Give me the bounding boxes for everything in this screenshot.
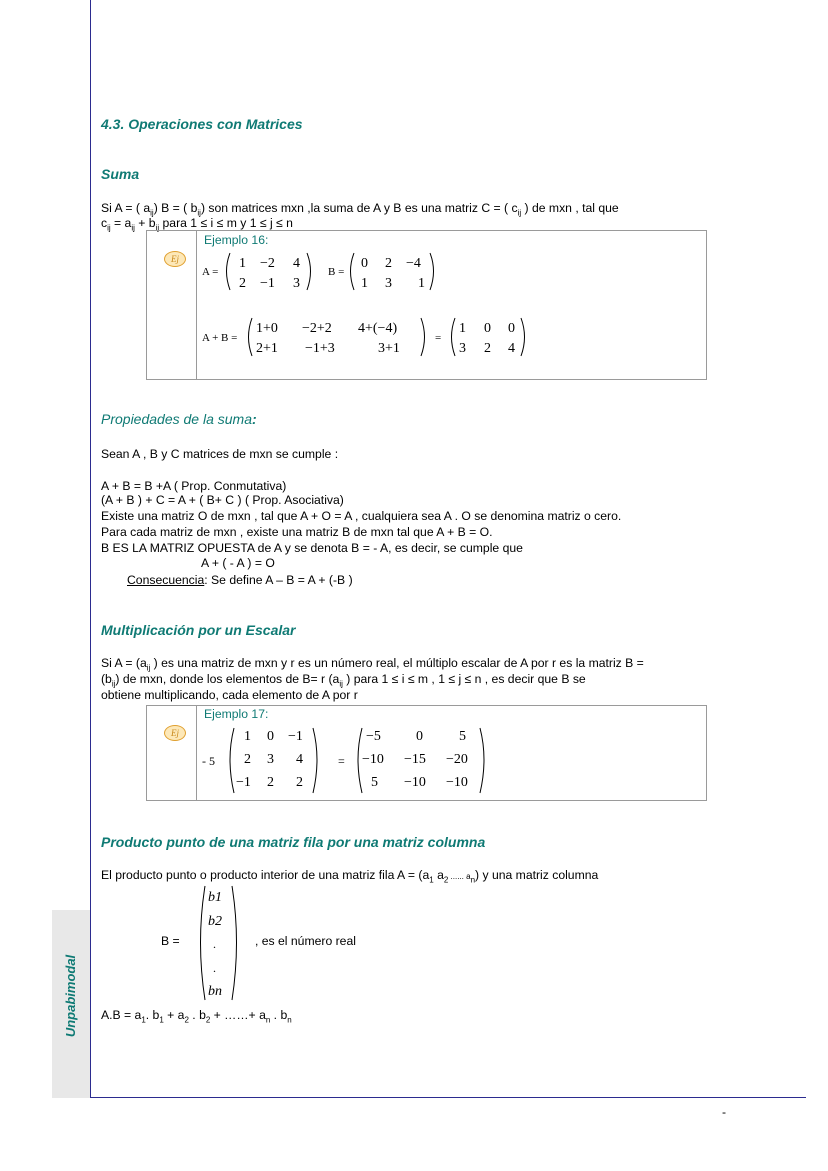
m-cell: −1: [236, 775, 251, 790]
suma-heading: Suma: [101, 166, 140, 182]
sum-result-cell: 2: [484, 341, 491, 356]
r-cell: −5: [366, 729, 381, 744]
a-label: A =: [202, 266, 219, 278]
escalar-line-2: $(b_{ij})$ de mxn, donde los elementos de B= r ($a_{ij}$ ) para 1 ≤ i ≤ m , 1 ≤ j ≤ n , es decir que B se: [101, 672, 586, 689]
b-cell: 1: [361, 276, 368, 291]
m-cell: 0: [267, 729, 274, 744]
col-entry: .: [213, 937, 216, 951]
b-cell: −4: [406, 256, 421, 271]
sidebar-label: Unpabimodal: [63, 954, 78, 1038]
left-margin-rule: [90, 0, 91, 1098]
scalar-factor: - 5: [202, 754, 215, 768]
col-entry: b1: [208, 890, 222, 905]
r-cell: 5: [459, 729, 466, 744]
example-17-label: Ejemplo 17:: [204, 707, 269, 721]
result-right-paren: [521, 318, 525, 356]
a-cell: 4: [293, 256, 300, 271]
col-entry: bn: [208, 984, 222, 999]
propiedades-heading: Propiedades de la suma:: [101, 411, 257, 427]
b-equals-label: B =: [161, 934, 180, 948]
col-right-paren: [232, 886, 237, 1000]
example-icon: Ej: [164, 251, 186, 267]
example-17-matrices: [196, 720, 706, 800]
property-line: (A + B ) + C = A + ( B+ C ) ( Prop. Asociativa): [101, 493, 344, 507]
opuesta-equation: A + ( - A ) = O: [201, 556, 275, 570]
suma-definition-line-2: $c_{ij} = a_{ij} + b_{ij}$ para 1 ≤ i ≤ m y 1 ≤ j ≤ n: [101, 216, 293, 233]
sum-result-cell: 0: [508, 321, 515, 336]
escalar-line-1: Si $A = (a_{ij}$ ) es una matriz de mxn y r es un número real, el múltiplo escalar de A por r es la matriz B =: [101, 656, 644, 673]
m-cell: 2: [244, 752, 251, 767]
r-cell: 5: [371, 775, 378, 790]
b-cell: 0: [361, 256, 368, 271]
a-cell: 1: [239, 256, 246, 271]
r-cell: −20: [446, 752, 468, 767]
r-cell: −10: [404, 775, 426, 790]
a-left-paren: [227, 253, 231, 290]
m-cell: 2: [267, 775, 274, 790]
example-icon: Ej: [164, 725, 186, 741]
producto-heading: Producto punto de una matriz fila por una matriz columna: [101, 834, 486, 850]
m-cell: −1: [288, 729, 303, 744]
m-left-paren: [230, 728, 234, 793]
a-cell: 3: [293, 276, 300, 291]
b-right-paren: [430, 253, 434, 290]
sum-result-cell: 3: [459, 341, 466, 356]
col-entry: b2: [208, 914, 222, 929]
sum-expr-cell: 2+1: [256, 341, 278, 356]
a-cell: −2: [260, 256, 275, 271]
suma-definition-line-1: Si A = ( $a_{ij}$) B = ( $b_{ij}$) son matrices mxn ,la suma de A y B es una matriz C = ( $c_{ij}$ ) de mxn , tal que: [101, 201, 619, 218]
r-right-paren: [480, 728, 484, 793]
m-cell: 4: [296, 752, 303, 767]
b-cell: 1: [418, 276, 425, 291]
sum-expr-cell: 3+1: [378, 341, 400, 356]
r-cell: −10: [362, 752, 384, 767]
escalar-heading: Multiplicación por un Escalar: [101, 622, 296, 638]
sum-expr-cell: 1+0: [256, 321, 278, 336]
sum-right-paren: [421, 318, 425, 356]
r-cell: 0: [416, 729, 423, 744]
b-cell: 2: [385, 256, 392, 271]
sum-expr-cell: −1+3: [305, 341, 335, 356]
m-cell: 2: [296, 775, 303, 790]
example-16-label: Ejemplo 16:: [204, 233, 269, 247]
r-cell: −15: [404, 752, 426, 767]
sum-result-cell: 4: [508, 341, 515, 356]
b-left-paren: [351, 253, 355, 290]
consecuencia-line: Consecuencia: Se define A – B = A + (-B ): [127, 573, 353, 587]
col-left-paren: [201, 886, 206, 1000]
b-label: B =: [328, 266, 345, 278]
a-cell: 2: [239, 276, 246, 291]
producto-line-1: El producto punto o producto interior de una matriz fila $A = (a_1$ $a_2$ ...... $a_n$) y una matriz columna: [101, 868, 599, 885]
sum-result-cell: 0: [484, 321, 491, 336]
result-left-paren: [452, 318, 456, 356]
escalar-line-3: obtiene multiplicando, cada elemento de A por r: [101, 688, 358, 702]
column-vector-b: [196, 884, 246, 1004]
sum-expr-cell: −2+2: [302, 321, 332, 336]
a-cell: −1: [260, 276, 275, 291]
property-line: Existe una matriz O de mxn , tal que A + O = A , cualquiera sea A . O se denomina matriz o cero.: [101, 509, 622, 523]
m-cell: 1: [244, 729, 251, 744]
r-cell: −10: [446, 775, 468, 790]
propiedades-intro: Sean A , B y C matrices de mxn se cumple :: [101, 447, 339, 461]
b-cell: 3: [385, 276, 392, 291]
a-right-paren: [307, 253, 311, 290]
m-right-paren: [313, 728, 317, 793]
es-numero-real: , es el número real: [255, 934, 356, 948]
example-16-matrices: [196, 244, 706, 378]
bottom-rule: [90, 1097, 806, 1098]
sum-result-cell: 1: [459, 321, 466, 336]
equals-sign: =: [338, 754, 345, 768]
equals-sign: =: [435, 332, 442, 344]
sum-expr-cell: 4+(−4): [358, 321, 398, 336]
property-line: Para cada matriz de mxn , existe una matriz B de mxn tal que A + B = O.: [101, 525, 493, 539]
sum-left-paren: [249, 318, 253, 356]
a-plus-b-label: A + B =: [202, 332, 238, 344]
dot-product-formula: $A.B = a_1$. $b_1 + a_2$ . $b_2$ + ……+ $a_n$ . $b_n$: [101, 1008, 292, 1025]
property-line: A + B = B +A ( Prop. Conmutativa): [101, 479, 287, 493]
col-entry: .: [213, 961, 216, 975]
footer-mark: -: [722, 1105, 727, 1119]
section-title: 4.3. Operaciones con Matrices: [101, 116, 303, 132]
property-line: B ES LA MATRIZ OPUESTA de A y se denota B = - A, es decir, se cumple que: [101, 541, 523, 555]
m-cell: 3: [267, 752, 274, 767]
